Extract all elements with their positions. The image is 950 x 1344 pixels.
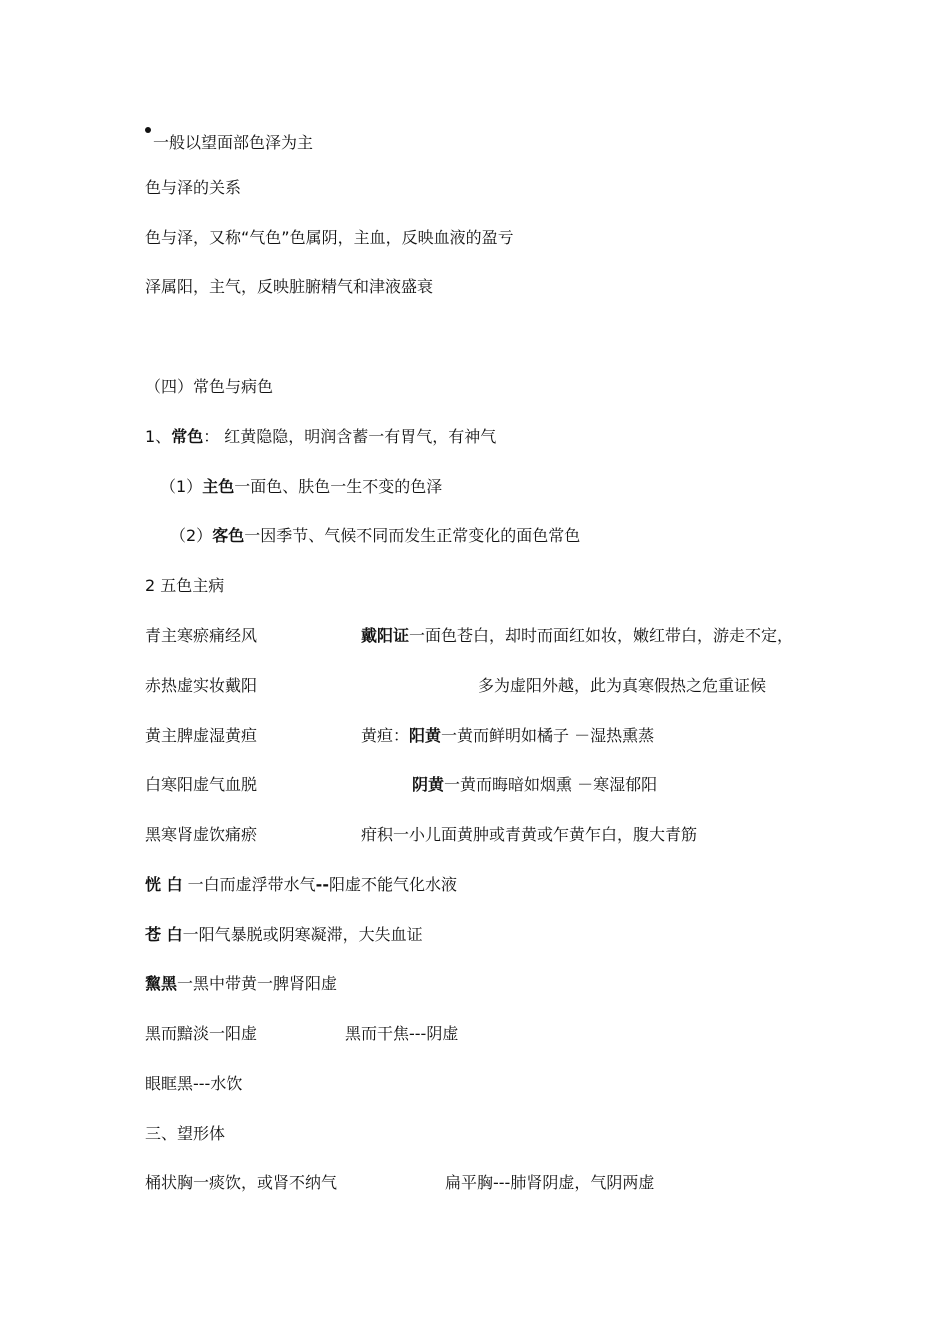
text-line: 泽属阳，主气，反映脏腑精气和津液盛衰 [145, 277, 434, 296]
text-line: 白寒阳虚气血脱 [145, 775, 258, 794]
text-line: 眼眶黑---水饮 [145, 1074, 243, 1093]
text-line: 黄主脾虚湿黄疸 [145, 726, 258, 745]
term-bold: 苍 白 [145, 925, 183, 944]
text-line: 黄疸：阳黄一黄而鲜明如橘子 －湿热熏蒸 [361, 726, 655, 745]
text-line: 赤热虚实妆戴阳 [145, 676, 258, 695]
text-line: 戴阳证一面色苍白，却时而面红如妆，嫩红带白，游走不定， [361, 626, 794, 645]
text-line: 1、常色： 红黄隐隐，明润含蓄一有胃气，有神气 [145, 427, 497, 446]
text-line: 一般以望面部色泽为主 [153, 133, 314, 152]
text-line: 色与泽，又称“气色”色属阴，主血，反映血液的盈亏 [145, 228, 514, 247]
text-line: 扁平胸---肺肾阴虚，气阴两虚 [445, 1173, 655, 1192]
term-bold: 客色 [212, 526, 245, 545]
section-heading: 三、望形体 [145, 1124, 226, 1143]
term-bold: 戴阳证 [361, 626, 410, 645]
term-bold: 常色 [171, 427, 204, 446]
text-line: 黑寒肾虚饮痛瘀 [145, 825, 258, 844]
text-line: 青主寒瘀痛经风 [145, 626, 258, 645]
text-line: 苍 白一阳气暴脱或阴寒凝滞，大失血证 [145, 925, 423, 944]
text-line: 黑而黯淡一阳虚 [145, 1024, 258, 1043]
term-bold: 阴黄 [412, 775, 445, 794]
section-heading: （四）常色与病色 [145, 377, 274, 396]
text-line: 疳积一小儿面黄肿或青黄或乍黄乍白，腹大青筋 [361, 825, 698, 844]
term-bold: 主色 [202, 477, 235, 496]
text-line: 恍 白 一白而虚浮带水气--阳虚不能气化水液 [145, 875, 457, 894]
text-line: （1）主色一面色、肤色一生不变的色泽 [160, 477, 443, 496]
bullet-dot [145, 127, 151, 133]
term-bold: 黧黑 [145, 974, 178, 993]
term-bold: 恍 白 [145, 875, 183, 894]
text-line: 黑而干焦---阴虚 [345, 1024, 459, 1043]
text-line: 阴黄一黄而晦暗如烟熏 －寒湿郁阳 [412, 775, 658, 794]
text-line: 多为虚阳外越，此为真寒假热之危重证候 [478, 676, 767, 695]
term-bold: 阳黄 [409, 726, 442, 745]
section-heading: 2 五色主病 [145, 576, 225, 595]
text-line: 色与泽的关系 [145, 178, 242, 197]
text-line: 桶状胸一痰饮，或肾不纳气 [145, 1173, 338, 1192]
text-line: 黧黑一黑中带黄一脾肾阳虚 [145, 974, 338, 993]
text-line: （2）客色一因季节、气候不同而发生正常变化的面色常色 [170, 526, 581, 545]
